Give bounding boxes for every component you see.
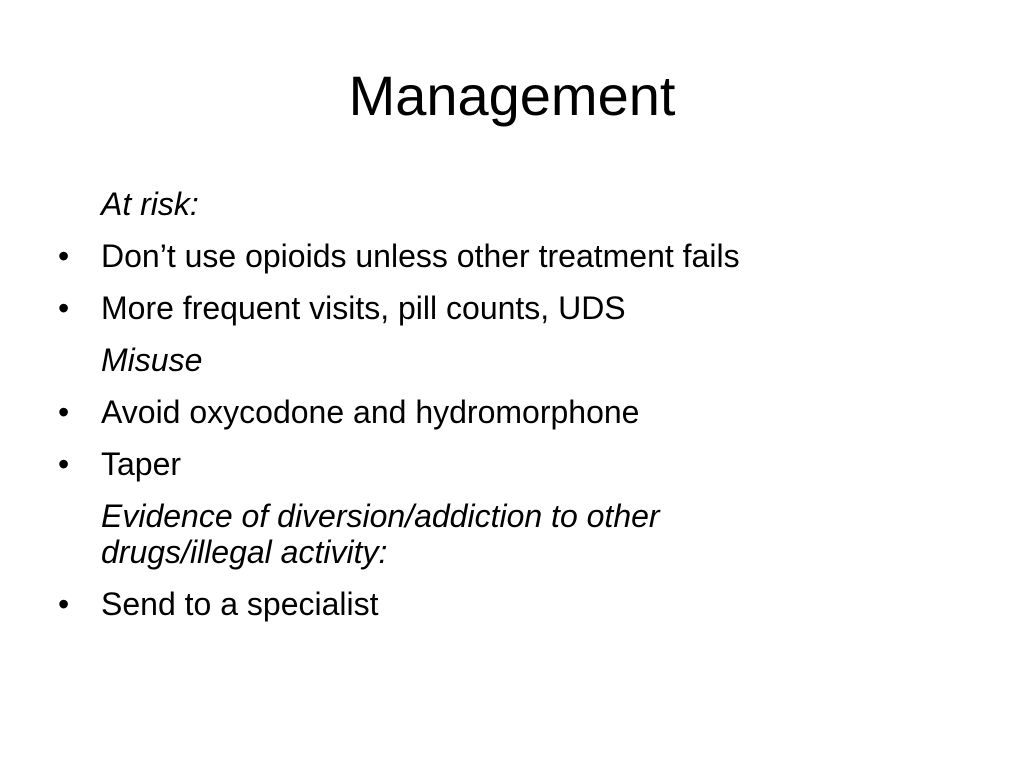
subheading-text: Misuse: [101, 342, 203, 378]
bullet-icon: •: [58, 290, 70, 326]
slide-title: Management: [348, 64, 676, 127]
bullet-text: More frequent visits, pill counts, UDS: [101, 290, 626, 326]
subheading-at-risk: [58, 186, 958, 222]
bullet-icon: •: [58, 394, 70, 430]
bullet-icon: •: [58, 446, 70, 482]
slide-body: [58, 186, 958, 638]
bullet-item: [58, 586, 958, 622]
bullet-text: Send to a specialist: [101, 586, 379, 622]
subheading-text: At risk:: [101, 186, 199, 222]
bullet-icon: •: [58, 238, 70, 274]
subheading-text: Evidence of diversion/addiction to other drugs/illegal activity:: [101, 498, 660, 570]
bullet-text: Avoid oxycodone and hydromorphone: [101, 394, 640, 430]
bullet-text: Taper: [101, 446, 182, 482]
bullet-item: [58, 290, 958, 326]
bullet-item: [58, 394, 958, 430]
subheading-evidence: [58, 498, 821, 570]
subheading-misuse: [58, 342, 958, 378]
bullet-text: Don’t use opioids unless other treatment fails: [101, 238, 740, 274]
bullet-item: [58, 446, 958, 482]
bullet-item: [58, 238, 958, 274]
bullet-icon: •: [58, 586, 70, 622]
